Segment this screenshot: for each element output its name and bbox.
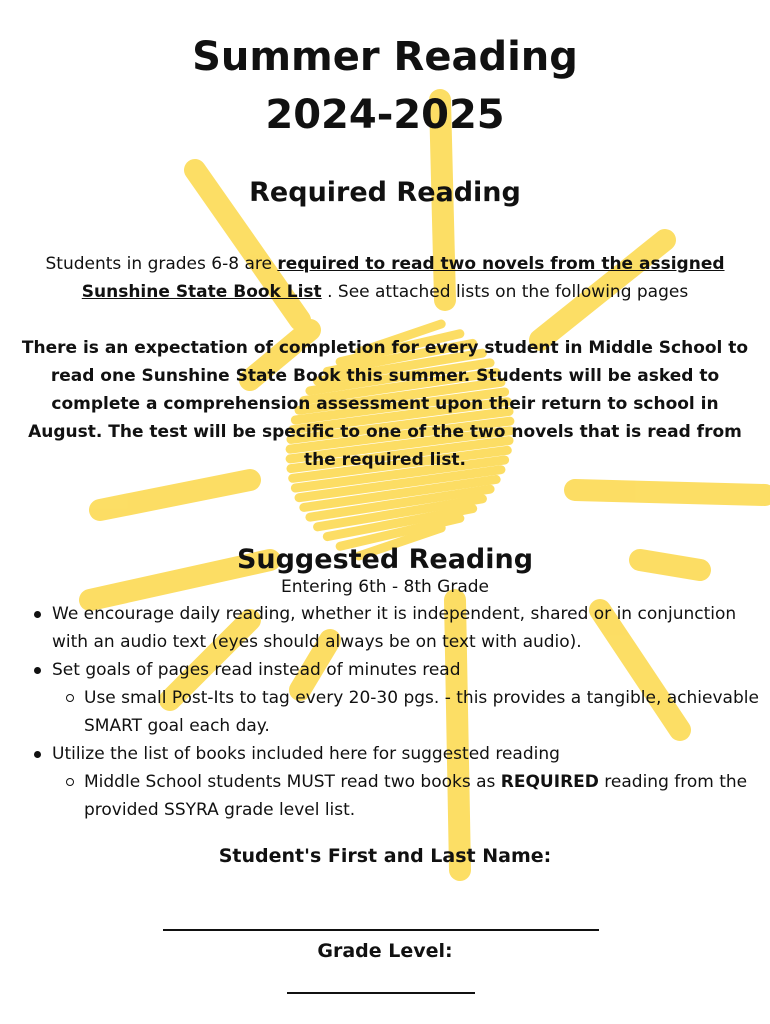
- list-item-text: We encourage daily reading, whether it is independent, shared or in conjunction with an audio text (eyes should always be on text with audio).: [52, 604, 737, 652]
- bullet-icon: [34, 751, 41, 758]
- sub-list-item-text: Use small Post-Its to tag every 20-30 pgs. - this provides a tangible, achievable SMART goal each day.: [84, 688, 759, 736]
- sunshine-state-book-list-text: Sunshine State Book List: [81, 282, 322, 302]
- hollow-bullet-icon: [66, 778, 74, 786]
- page-title-line-2: 2024-2025: [265, 92, 505, 138]
- required-emphasis-text: required to read two novels from the assigned: [277, 254, 725, 274]
- page-title-line-1: Summer Reading: [192, 34, 578, 80]
- sub-list-item-text-start: Middle School students MUST read two books as: [84, 772, 501, 792]
- bullet-icon: [34, 611, 41, 618]
- sub-list-item: [84, 768, 762, 824]
- suggested-reading-list: [52, 600, 762, 824]
- bullet-icon: [34, 667, 41, 674]
- student-name-label: Student's First and Last Name:: [218, 845, 552, 867]
- required-reading-intro: [20, 250, 750, 306]
- sub-list: [52, 768, 762, 824]
- list-item-text: Utilize the list of books included here for suggested reading: [52, 744, 560, 764]
- list-item: [52, 600, 762, 656]
- hollow-bullet-icon: [66, 694, 74, 702]
- grade-level-label: Grade Level:: [317, 940, 453, 962]
- intro-text-start: Students in grades 6-8 are: [45, 254, 278, 274]
- completion-expectation-text: There is an expectation of completion for every student in Middle School to read one Sunshine State Book this summer. Students will be asked to complete a comprehension assessment upon their return to school in August. The test will be specific to one of the two novels that is read from the required list.: [21, 338, 749, 470]
- list-item-text: Set goals of pages read instead of minutes read: [52, 660, 461, 680]
- list-item: [52, 656, 762, 740]
- list-item: [52, 740, 762, 824]
- suggested-reading-subheading: Entering 6th - 8th Grade: [280, 577, 489, 597]
- grade-level-blank-line[interactable]: [287, 992, 475, 994]
- required-bold-word: REQUIRED: [500, 772, 599, 792]
- sub-list: [52, 684, 762, 740]
- required-reading-heading: Required Reading: [249, 177, 521, 208]
- suggested-reading-heading: Suggested Reading: [236, 544, 534, 575]
- intro-text-end: . See attached lists on the following pages: [321, 282, 689, 302]
- sub-list-item-text-end: reading from the provided SSYRA grade level list.: [84, 772, 748, 820]
- student-name-blank-line[interactable]: [163, 929, 599, 931]
- sub-list-item: [84, 684, 762, 740]
